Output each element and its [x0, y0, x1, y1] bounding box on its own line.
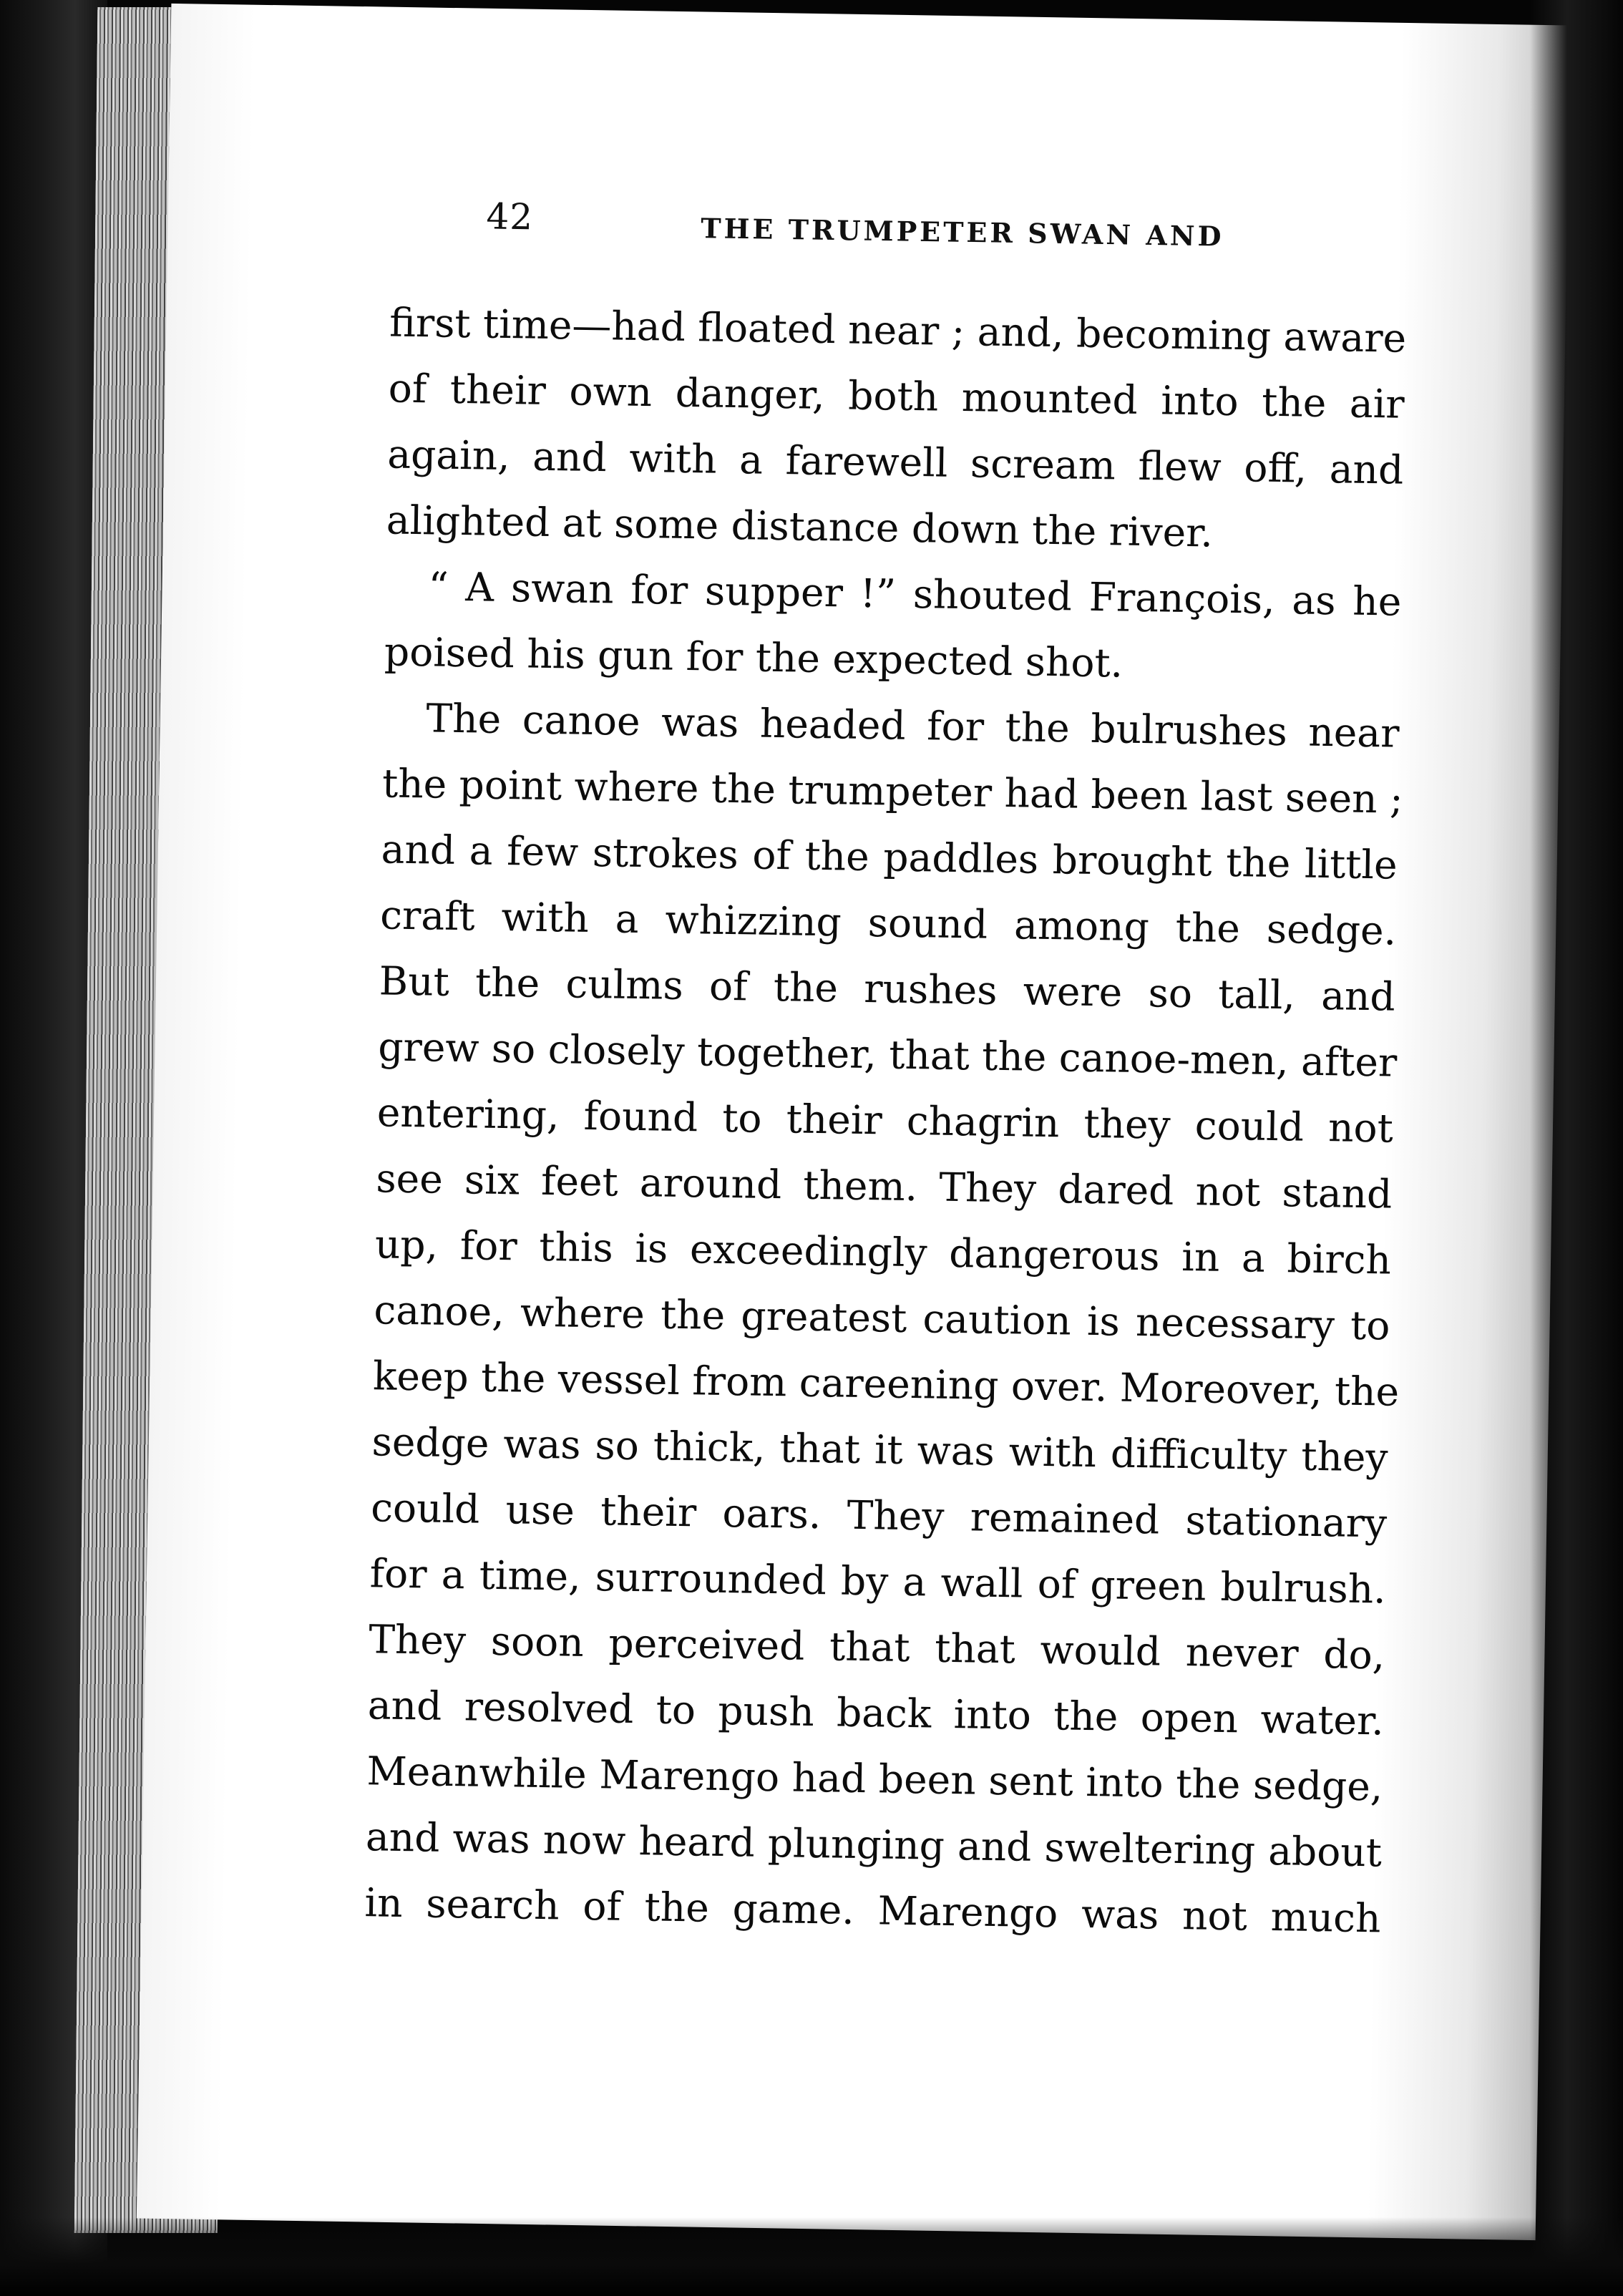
text-line: the point where the trumpeter had been last seen ; — [381, 760, 1404, 822]
body-text — [364, 289, 1406, 1951]
text-line: keep the vessel from careening over. Moreover, the — [372, 1353, 1400, 1415]
text-line: of their own danger, both mounted into the air — [388, 365, 1405, 427]
text-line: poised his gun for the expected shot. — [384, 628, 1124, 686]
text-line: The canoe was headed for the bulrushes near — [426, 695, 1400, 757]
text-line: and was now heard plunging and sweltering about — [365, 1814, 1383, 1876]
text-line: craft with a whizzing sound among the sedge. — [379, 892, 1397, 954]
text-line: canoe, where the greatest caution is necessary to — [374, 1287, 1390, 1349]
text-line: Meanwhile Marengo had been sent into the sedge, — [366, 1748, 1383, 1810]
text-line: and resolved to push back into the open water. — [367, 1682, 1385, 1744]
running-title: THE TRUMPETER SWAN AND — [700, 212, 1224, 253]
text-line: But the culms of the rushes were so tall, and — [379, 958, 1396, 1020]
text-line: sedge was so thick, that it was with difficulty they — [371, 1419, 1389, 1481]
text-line: They soon perceived that that would never do, — [368, 1616, 1385, 1678]
text-line: for a time, surrounded by a wall of green bulrush. — [369, 1550, 1387, 1612]
text-line: alighted at some distance down the river. — [386, 497, 1214, 556]
text-line: in search of the game. Marengo was not much — [364, 1879, 1381, 1942]
text-line: grew so closely together, that the canoe-men, after — [377, 1023, 1398, 1086]
text-line: and a few strokes of the paddles brought the little — [381, 826, 1398, 888]
bottom-edge-shadow — [0, 2217, 1623, 2296]
text-line: “ A swan for supper !” shouted François, as he — [427, 563, 1402, 625]
right-edge-shadow — [1530, 0, 1623, 2296]
text-line: up, for this is exceedingly dangerous in a birch — [374, 1221, 1392, 1283]
text-line: again, and with a farewell scream flew off, and — [386, 431, 1404, 493]
text-line: entering, found to their chagrin they could not — [376, 1089, 1394, 1152]
text-line: could use their oars. They remained stationary — [370, 1484, 1388, 1547]
text-line: see six feet around them. They dared not stand — [375, 1155, 1393, 1217]
page-number: 42 — [486, 195, 534, 238]
text-line: first time—had floated near ; and, becoming aware — [389, 299, 1407, 361]
